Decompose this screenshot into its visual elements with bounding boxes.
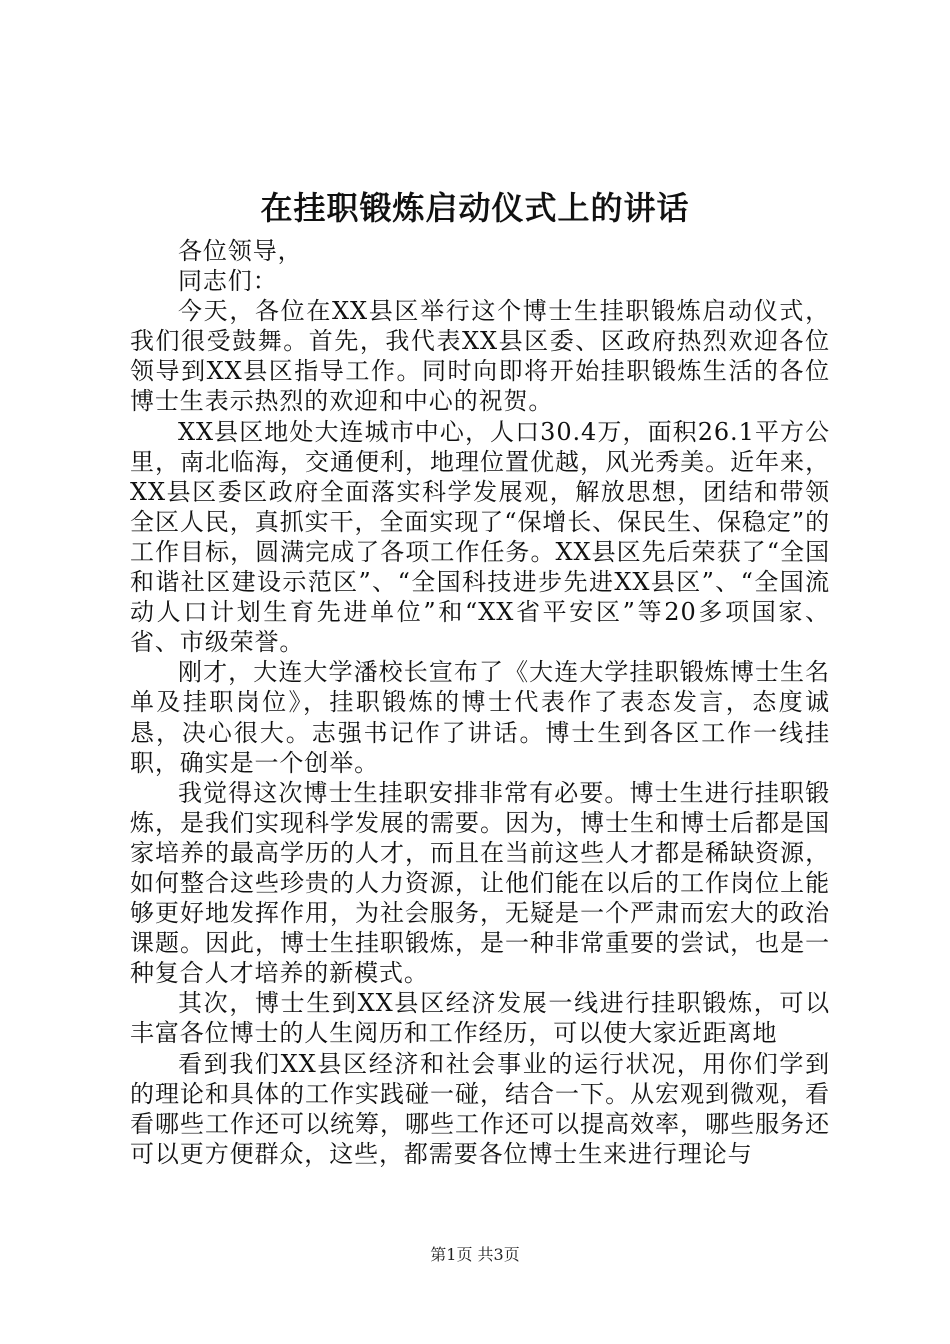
paragraph: XX县区地处大连城市中心，人口30.4万，面积26.1平方公里，南北临海，交通便利，地理位置优越，风光秀美。近年来，XX县区委区政府全面落实科学发展观，解放思想，团结和带领全区人民，真抓实干，全面实现了“保增长、保民生、保稳定”的工作目标，圆满完成了各项工作任务。XX县区先后荣获了“全国和谐社区建设示范区”、“全国科技进步先进XX县区”、“全国流动人口计划生育先进单位”和“XX省平安区”等20多项国家、省、市级荣誉。 [130, 417, 830, 657]
paragraph: 其次，博士生到XX县区经济发展一线进行挂职锻炼，可以丰富各位博士的人生阅历和工作经历，可以使大家近距离地 [130, 989, 830, 1048]
paragraph: 今天，各位在XX县区举行这个博士生挂职锻炼启动仪式，我们很受鼓舞。首先，我代表XX县区委、区政府热烈欢迎各位领导到XX县区指导工作。同时向即将开始挂职锻炼生活的各位博士生表示热烈的欢迎和中心的祝贺。 [130, 297, 830, 416]
page-number-footer: 第1页 共3页 [430, 1245, 520, 1264]
paragraph: 我觉得这次博士生挂职安排非常有必要。博士生进行挂职锻炼，是我们实现科学发展的需要。因为，博士生和博士后都是国家培养的最高学历的人才，而且在当前这些人才都是稀缺资源，如何整合这些珍贵的人力资源，让他们能在以后的工作岗位上能够更好地发挥作用，为社会服务，无疑是一个严肃而宏大的政治课题。因此，博士生挂职锻炼，是一种非常重要的尝试，也是一种复合人才培养的新模式。 [130, 778, 830, 988]
paragraph: 刚才，大连大学潘校长宣布了《大连大学挂职锻炼博士生名单及挂职岗位》，挂职锻炼的博士代表作了表态发言，态度诚恳，决心很大。志强书记作了讲话。博士生到各区工作一线挂职，确实是一个创举。 [130, 658, 830, 777]
salutation-leaders: 各位领导， [178, 237, 303, 265]
document-title: 在挂职锻炼启动仪式上的讲话 [260, 189, 690, 227]
document-body [130, 236, 830, 1169]
paragraph: 看到我们XX县区经济和社会事业的运行状况，用你们学到的理论和具体的工作实践碰一碰，结合一下。从宏观到微观，看看哪些工作还可以统筹，哪些工作还可以提高效率，哪些服务还可以更方便群众，这些，都需要各位博士生来进行理论与 [130, 1049, 830, 1168]
salutation-comrades: 同志们： [178, 267, 278, 296]
